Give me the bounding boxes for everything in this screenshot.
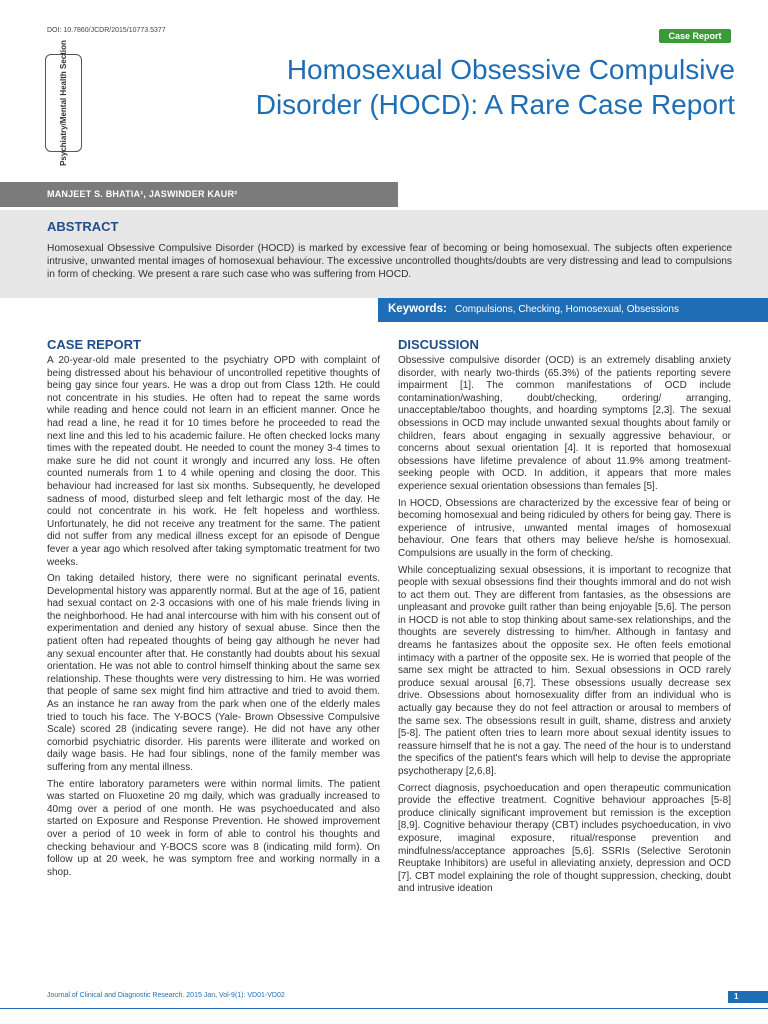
- footer-journal: Journal of Clinical and Diagnostic Research. 2015 Jan, Vol-9(1): VD01-VD02: [47, 992, 285, 999]
- section-label-box: [45, 40, 82, 166]
- case-report-paragraph: On taking detailed history, there were no significant perinatal events. Developmental history was apparently normal. But at the age of 16, patient had sexual contact on 2-3 occasions with one of his male friends living in the neighborhood. He had anal intercourse with him with his consent out of experimentation and denied any history of sexual abuse. Since then the patient often had repeated thoughts of being gay although he never had any sexual encounter after that. He constantly had doubts about his sexual orientation. He was not able to control himself thinking about the same sex relationship. These thoughts were very distressing to him. He was worried that people of same sex might find him attractive and tried to avoid them. As an instance he ran away from the park when one of the elderly males tried to touch his face. The Y-BOCS (Yale- Brown Obsessive Compulsive Scale) scored 28 (indicating severe range). He did not have any other comorbid psychiatric disorder. His parents were illiterate and worked on daily wage basis. He had four siblings, none of the family member was suffering from any mental illness.: [47, 573, 380, 773]
- author-bar: [0, 182, 398, 207]
- keywords-text: Compulsions, Checking, Homosexual, Obsessions: [455, 304, 679, 315]
- discussion-column: [398, 337, 731, 900]
- discussion-heading: DISCUSSION: [398, 337, 479, 352]
- discussion-paragraph: In HOCD, Obsessions are characterized by the excessive fear of being or becoming homosexual and being ridiculed by others for being gay. There is experience of intrusive, unwanted mental images of homosexual behaviour. One fears that others may believe he/she is homosexual. Compulsions are usually in the form of checking.: [398, 497, 731, 559]
- article-type-badge: Case Report: [659, 29, 731, 43]
- abstract-text: Homosexual Obsessive Compulsive Disorder (HOCD) is marked by excessive fear of becoming or being homosexual. The subjects often experience intrusive, unwanted mental images of homosexual behaviour. The excessive uncontrolled thoughts/doubts are very distressing and lead to compulsions in form of checking. We present a rare such case who was suffering from HOCD.: [47, 243, 732, 280]
- authors: MANJEET S. BHATIA¹, JASWINDER KAUR²: [47, 189, 238, 199]
- case-report-paragraph: The entire laboratory parameters were within normal limits. The patient was started on Fluoxetine 20 mg daily, which was gradually increased to 40mg over a period of one month. He was psychoeducated and also started on Exposure and Response Prevention. He showed improvement over a period of 10 week in form of able to control his thoughts and checking behaviour and Y-BOCS score was 8 (indicating mild form). On follow up at 20 week, he was symptom free and working normally in a shop.: [47, 778, 380, 878]
- keywords-bar: [378, 298, 768, 322]
- case-report-paragraph: A 20-year-old male presented to the psychiatry OPD with complaint of being distressed about his behaviour of uncontrolled repetitive thoughts of being gay since four years. He was a drop out from Class 12th. He could not concentrate in his studies. He often had to repeat the same words while reading and hence could not learn in an efficient manner. Once he had read a line, he read it for 10 times before he proceeded to read the next line and this led to his academic failure. He often checked locks many times with the repeated doubt. He needed to count the money 3-4 times to make sure he did not count it wrongly and incurred any loss. He often counted numerals from 1 to 4 while opening and closing the door. This behaviour had increased for last six months. Subsequently, he developed sadness of mood, disturbed sleep and felt lethargic most of the day. He could not concentrate in his work. He felt hopeless and worthless. Unfortunately, he did not receive any treatment for the same. The patient did not suffer from any medical illness except for an episode of Dengue fever a year ago which resolved after taking symptomatic treatment for two weeks.: [47, 355, 380, 568]
- article-title: Homosexual Obsessive Compulsive Disorder (HOCD): A Rare Case Report: [255, 54, 735, 120]
- discussion-paragraph: Obsessive compulsive disorder (OCD) is an extremely disabling anxiety disorder, with nearly two-thirds (65.3%) of the patients reporting severe impairment [1]. The common manifestations of OCD include contamination/washing, doubt/checking, ordering/ arranging, unacceptable/taboo thoughts, and hoarding symptoms [2,3]. The sexual obsessions in OCD may include unwanted sexual thoughts about family or children, fears about engaging in sexually aggressive behaviour, or concerns about sexual orientation [4]. It is reported that homosexual obsessions have lifetime prevalence of about 11.9% among treatment-seeking people with OCD. In addition, it appears that more males experience sexual orientation obsessions than females [5].: [398, 355, 731, 492]
- case-report-heading: CASE REPORT: [47, 337, 141, 352]
- doi-text: DOI: 10.7860/JCDR/2015/10773.5377: [47, 27, 166, 34]
- section-label: Psychiatry/Mental Health Section: [58, 40, 68, 166]
- discussion-paragraph: Correct diagnosis, psychoeducation and open therapeutic communication provide the effective treatment. Cognitive behaviour approaches [5-8] produce clinically significant improvement but remission is the exception [8,9]. Cognitive behaviour therapy (CBT) includes psychoeducation, in vivo exposure, imaginal exposure, ritual/response prevention and mindfulness/acceptance approaches [5,6]. SSRIs (Selective Serotonin Reuptake Inhibitors) are useful in alleviating anxiety, depression and OCD [7]. CBT model explaining the role of thought suppression, checking, doubt and intrusive ideation: [398, 782, 731, 895]
- abstract-box: [0, 210, 768, 298]
- discussion-paragraph: While conceptualizing sexual obsessions, it is important to recognize that people with sexual obsessions find their thoughts immoral and do not wish to act them out. They are different from fantasies, as the obsessions are unpleasant and provoke guilt rather than being enjoyable [5,6]. The person in HOCD is not able to stop thinking about same-sex relationships, and the thoughts are severely distressing to him/her. Although in fantasy and dreams he fantasizes about the opposite sex. He often feels emotional intimacy with a partner of the opposite sex. He is worried that people of the same sex might be attracted to him. Sexual obsessions in OCD rarely produce sexual arousal [6,7]. These obsessions usually decrease sex drive. Obsessions about homosexuality differ from an individual who is actually gay because they do not feel attraction or arousal to members of the same sex. The obsessions result in guilt, shame, distress and anxiety [5-8]. The patient often tries to learn more about sexual identity issues to reassure himself that he is not a gay. The need of the hour is to understand the specifics of the patient's fears which will help to devise the appropriate psychotherapy [2,6,8].: [398, 564, 731, 777]
- case-report-column: [47, 337, 380, 883]
- footer-divider: [0, 1008, 768, 1009]
- page-number: 1: [728, 991, 768, 1003]
- abstract-heading: ABSTRACT: [47, 219, 119, 234]
- keywords-label: Keywords:: [388, 303, 447, 315]
